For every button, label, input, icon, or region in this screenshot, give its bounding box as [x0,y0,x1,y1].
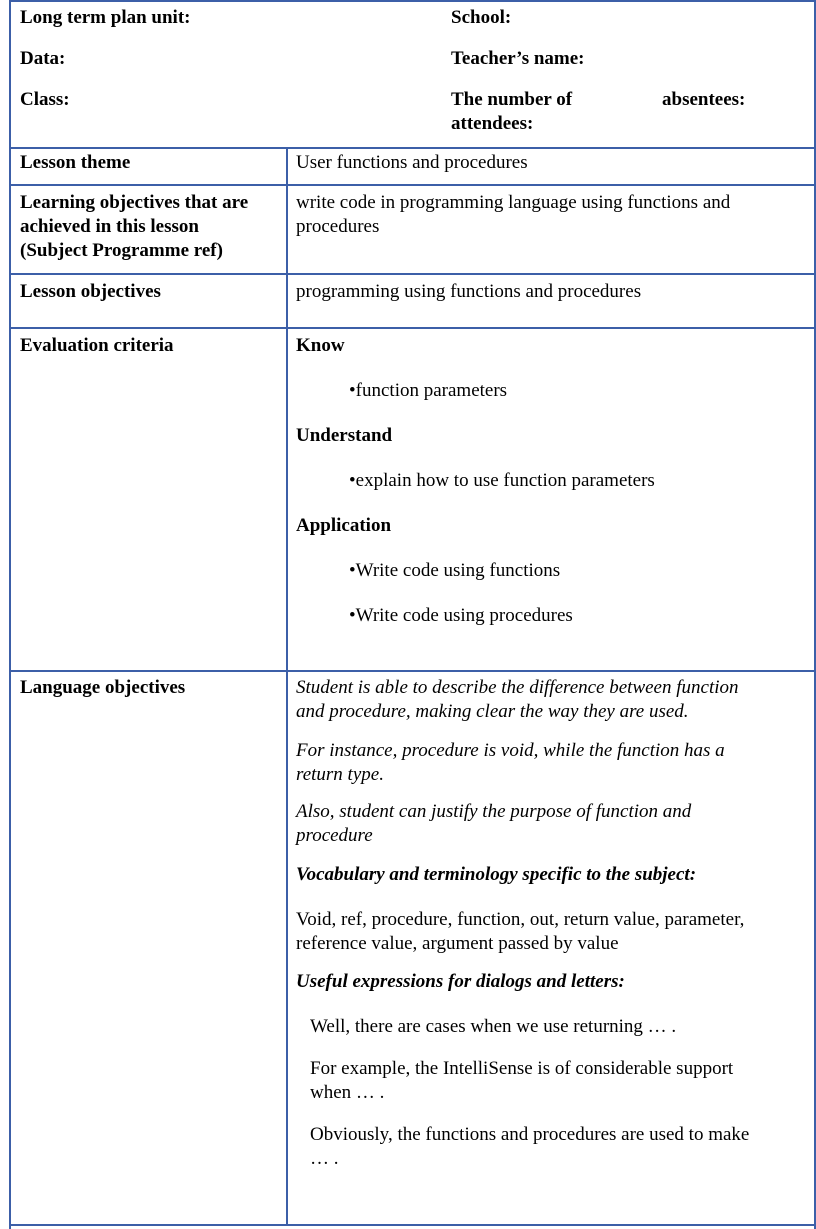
expression-line: Well, there are cases when we use returning … . [310,1016,677,1037]
expressions-heading: Useful expressions for dialogs and letters: [296,971,625,992]
language-paragraph-line: return type. [296,764,384,785]
lesson-theme-value: User functions and procedures [296,152,528,173]
language-paragraph-line: Also, student can justify the purpose of function and [296,801,692,822]
attendees-label: attendees: [451,113,534,134]
application-item: •Write code using functions [349,560,561,581]
data-label: Data: [20,48,66,69]
application-item: •Write code using procedures [349,605,573,626]
number-of-label: The number of [451,89,573,110]
learning-objectives-value-line: procedures [296,216,380,237]
expression-line: … . [310,1148,339,1169]
vocabulary-line: reference value, argument passed by value [296,933,619,954]
language-paragraph-line: and procedure, making clear the way they are used. [296,701,689,722]
learning-objectives-label-line: (Subject Programme ref) [20,240,223,261]
evaluation-criteria-label: Evaluation criteria [20,335,174,356]
language-paragraph-line: For instance, procedure is void, while the function has a [296,740,725,761]
row-divider [9,273,816,275]
row-divider [9,184,816,186]
know-heading: Know [296,335,345,356]
expression-line: Obviously, the functions and procedures are used to make [310,1124,750,1145]
know-item: •function parameters [349,380,508,401]
table-border-bottom [9,1224,816,1226]
row-divider [9,147,816,149]
expression-line: For example, the IntelliSense is of considerable support [310,1058,734,1079]
understand-heading: Understand [296,425,393,446]
language-paragraph-line: Student is able to describe the difference between function [296,677,739,698]
lesson-objectives-label: Lesson objectives [20,281,161,302]
class-label: Class: [20,89,70,110]
long-term-plan-label: Long term plan unit: [20,7,191,28]
absentees-label: absentees: [662,89,746,110]
column-divider [286,148,288,1225]
lesson-theme-label: Lesson theme [20,152,131,173]
school-label: School: [451,7,512,28]
learning-objectives-value-line: write code in programming language using functions and [296,192,731,213]
row-divider [9,327,816,329]
language-paragraph-line: procedure [296,825,373,846]
vocabulary-heading: Vocabulary and terminology specific to the subject: [296,864,697,885]
expression-line: when … . [310,1082,385,1103]
lesson-objectives-value: programming using functions and procedures [296,281,642,302]
row-divider [9,0,816,2]
row-divider [9,670,816,672]
language-objectives-label: Language objectives [20,677,186,698]
application-heading: Application [296,515,392,536]
teacher-name-label: Teacher’s name: [451,48,585,69]
learning-objectives-label-line: achieved in this lesson [20,216,199,237]
learning-objectives-label-line: Learning objectives that are [20,192,249,213]
understand-item: •explain how to use function parameters [349,470,655,491]
vocabulary-line: Void, ref, procedure, function, out, return value, parameter, [296,909,745,930]
